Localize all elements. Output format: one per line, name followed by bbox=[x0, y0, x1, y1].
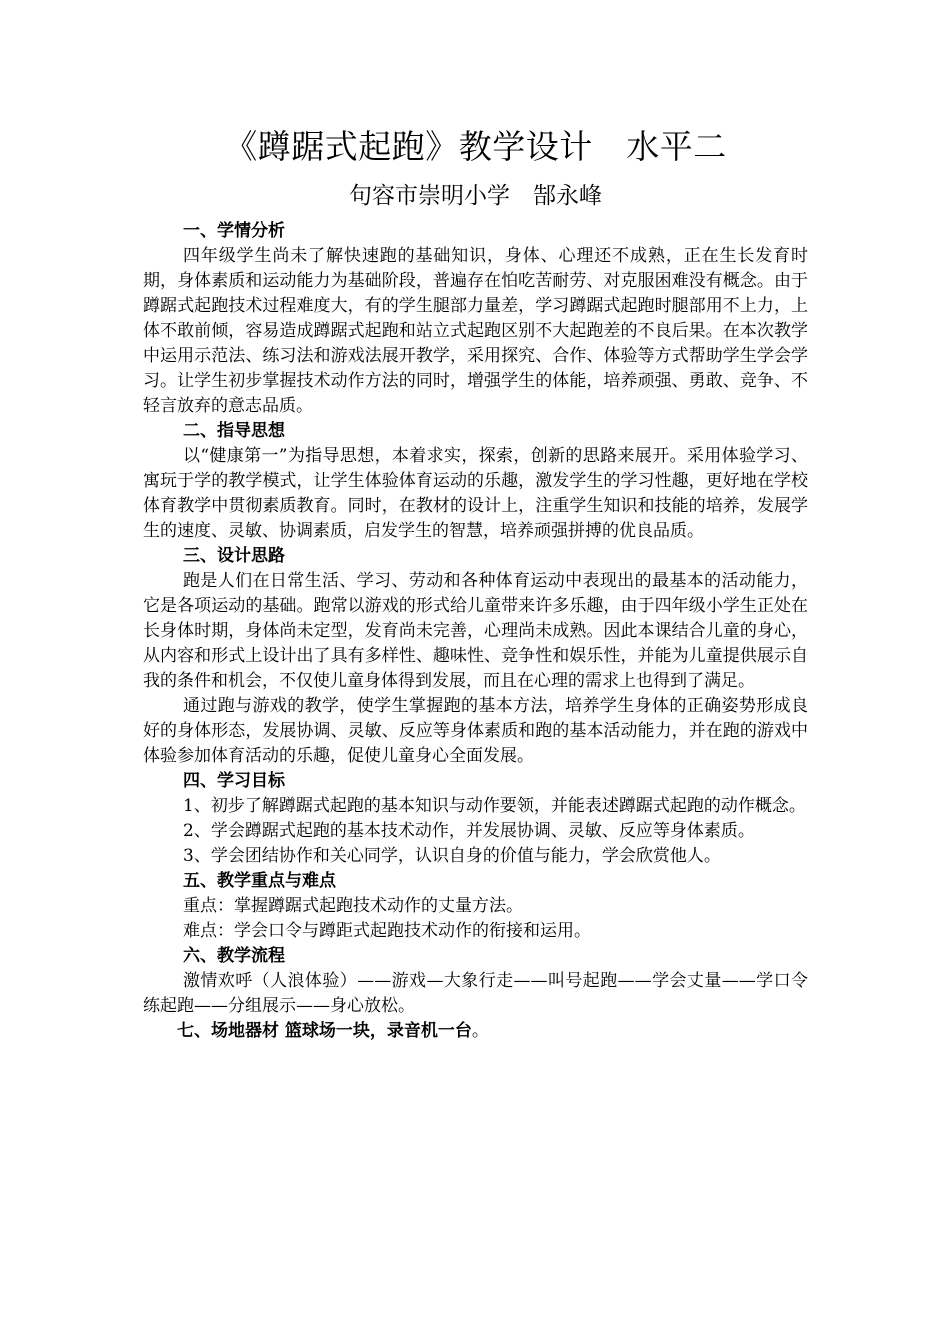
equipment-text: 七、场地器材 篮球场一块，录音机一台 bbox=[177, 1021, 472, 1041]
section-learning-goals bbox=[143, 769, 808, 869]
goal-item: 2、学会蹲踞式起跑的基本技术动作，并发展协调、灵敏、反应等身体素质。 bbox=[183, 821, 755, 841]
section-teaching-flow bbox=[143, 944, 808, 1019]
section-heading: 六、教学流程 bbox=[183, 946, 285, 966]
document-author: 句容市崇明小学 郜永峰 bbox=[349, 183, 602, 209]
section-paragraph: 通过跑与游戏的教学，使学生掌握跑的基本方法，培养学生身体的正确姿势形成良好的身体形态，发展协调、灵敏、反应等身体素质和跑的基本活动能力，并在跑的游戏中体验参加体育活动的乐趣，促使儿童身心全面发展。 bbox=[143, 696, 808, 766]
goal-item: 3、学会团结协作和关心同学，认识自身的价值与能力，学会欣赏他人。 bbox=[183, 846, 721, 866]
section-key-points bbox=[143, 869, 808, 944]
section-paragraph: 以“健康第一”为指导思想，本着求实，探索，创新的思路来展开。采用体验学习、寓玩于学的教学模式，让学生体验体育运动的乐趣，激发学生的学习性趣，更好地在学校体育教学中贯彻素质教育。同时，在教材的设计上，注重学生知识和技能的培养，发展学生的速度、灵敏、协调素质，启发学生的智慧，培养顽强拼搏的优良品质。 bbox=[143, 446, 808, 541]
section-situation-analysis bbox=[143, 219, 808, 419]
section-heading: 二、指导思想 bbox=[183, 421, 285, 441]
difficult-point: 难点：学会口令与蹲距式起跑技术动作的衔接和运用。 bbox=[183, 921, 591, 941]
section-paragraph: 跑是人们在日常生活、学习、劳动和各种体育运动中表现出的最基本的活动能力，它是各项运动的基础。跑常以游戏的形式给儿童带来许多乐趣，由于四年级小学生正处在长身体时期，身体尚未定型，发育尚未完善，心理尚未成熟。因此本课结合儿童的身心，从内容和形式上设计出了具有多样性、趣味性、竞争性和娱乐性，并能为儿童提供展示自我的条件和机会，不仅使儿童身体得到发展，而且在心理的需求上也得到了满足。 bbox=[143, 571, 808, 691]
section-paragraph: 四年级学生尚未了解快速跑的基础知识，身体、心理还不成熟，正在生长发育时期，身体素质和运动能力为基础阶段，普遍存在怕吃苦耐劳、对克服困难没有概念。由于蹲踞式起跑技术过程难度大，有的学生腿部力量差，学习蹲踞式起跑时腿部用不上力，上体不敢前倾，容易造成蹲踞式起跑和站立式起跑区别不大起跑差的不良后果。在本次教学中运用示范法、练习法和游戏法展开教学，采用探究、合作、体验等方式帮助学生学会学习。让学生初步掌握技术动作方法的同时，增强学生的体能，培养顽强、勇敢、竞争、不轻言放弃的意志品质。 bbox=[143, 246, 808, 416]
section-design-ideas bbox=[143, 544, 808, 769]
goal-item: 1、初步了解蹲踞式起跑的基本知识与动作要领，并能表述蹲踞式起跑的动作概念。 bbox=[183, 796, 806, 816]
document-title: 《蹲踞式起跑》教学设计 水平二 bbox=[224, 127, 727, 166]
document-page bbox=[143, 125, 808, 1044]
section-heading: 一、学情分析 bbox=[183, 221, 285, 241]
equipment-period: 。 bbox=[471, 1021, 489, 1041]
section-equipment bbox=[143, 1019, 808, 1044]
section-paragraph: 激情欢呼（人浪体验）——游戏—大象行走——叫号起跑——学会丈量——学口令练起跑——分组展示——身心放松。 bbox=[143, 971, 808, 1016]
key-point: 重点：掌握蹲踞式起跑技术动作的丈量方法。 bbox=[183, 896, 523, 916]
section-heading: 三、设计思路 bbox=[183, 546, 285, 566]
section-heading: 四、学习目标 bbox=[183, 771, 285, 791]
section-heading: 五、教学重点与难点 bbox=[183, 871, 336, 891]
section-guiding-ideology bbox=[143, 419, 808, 544]
